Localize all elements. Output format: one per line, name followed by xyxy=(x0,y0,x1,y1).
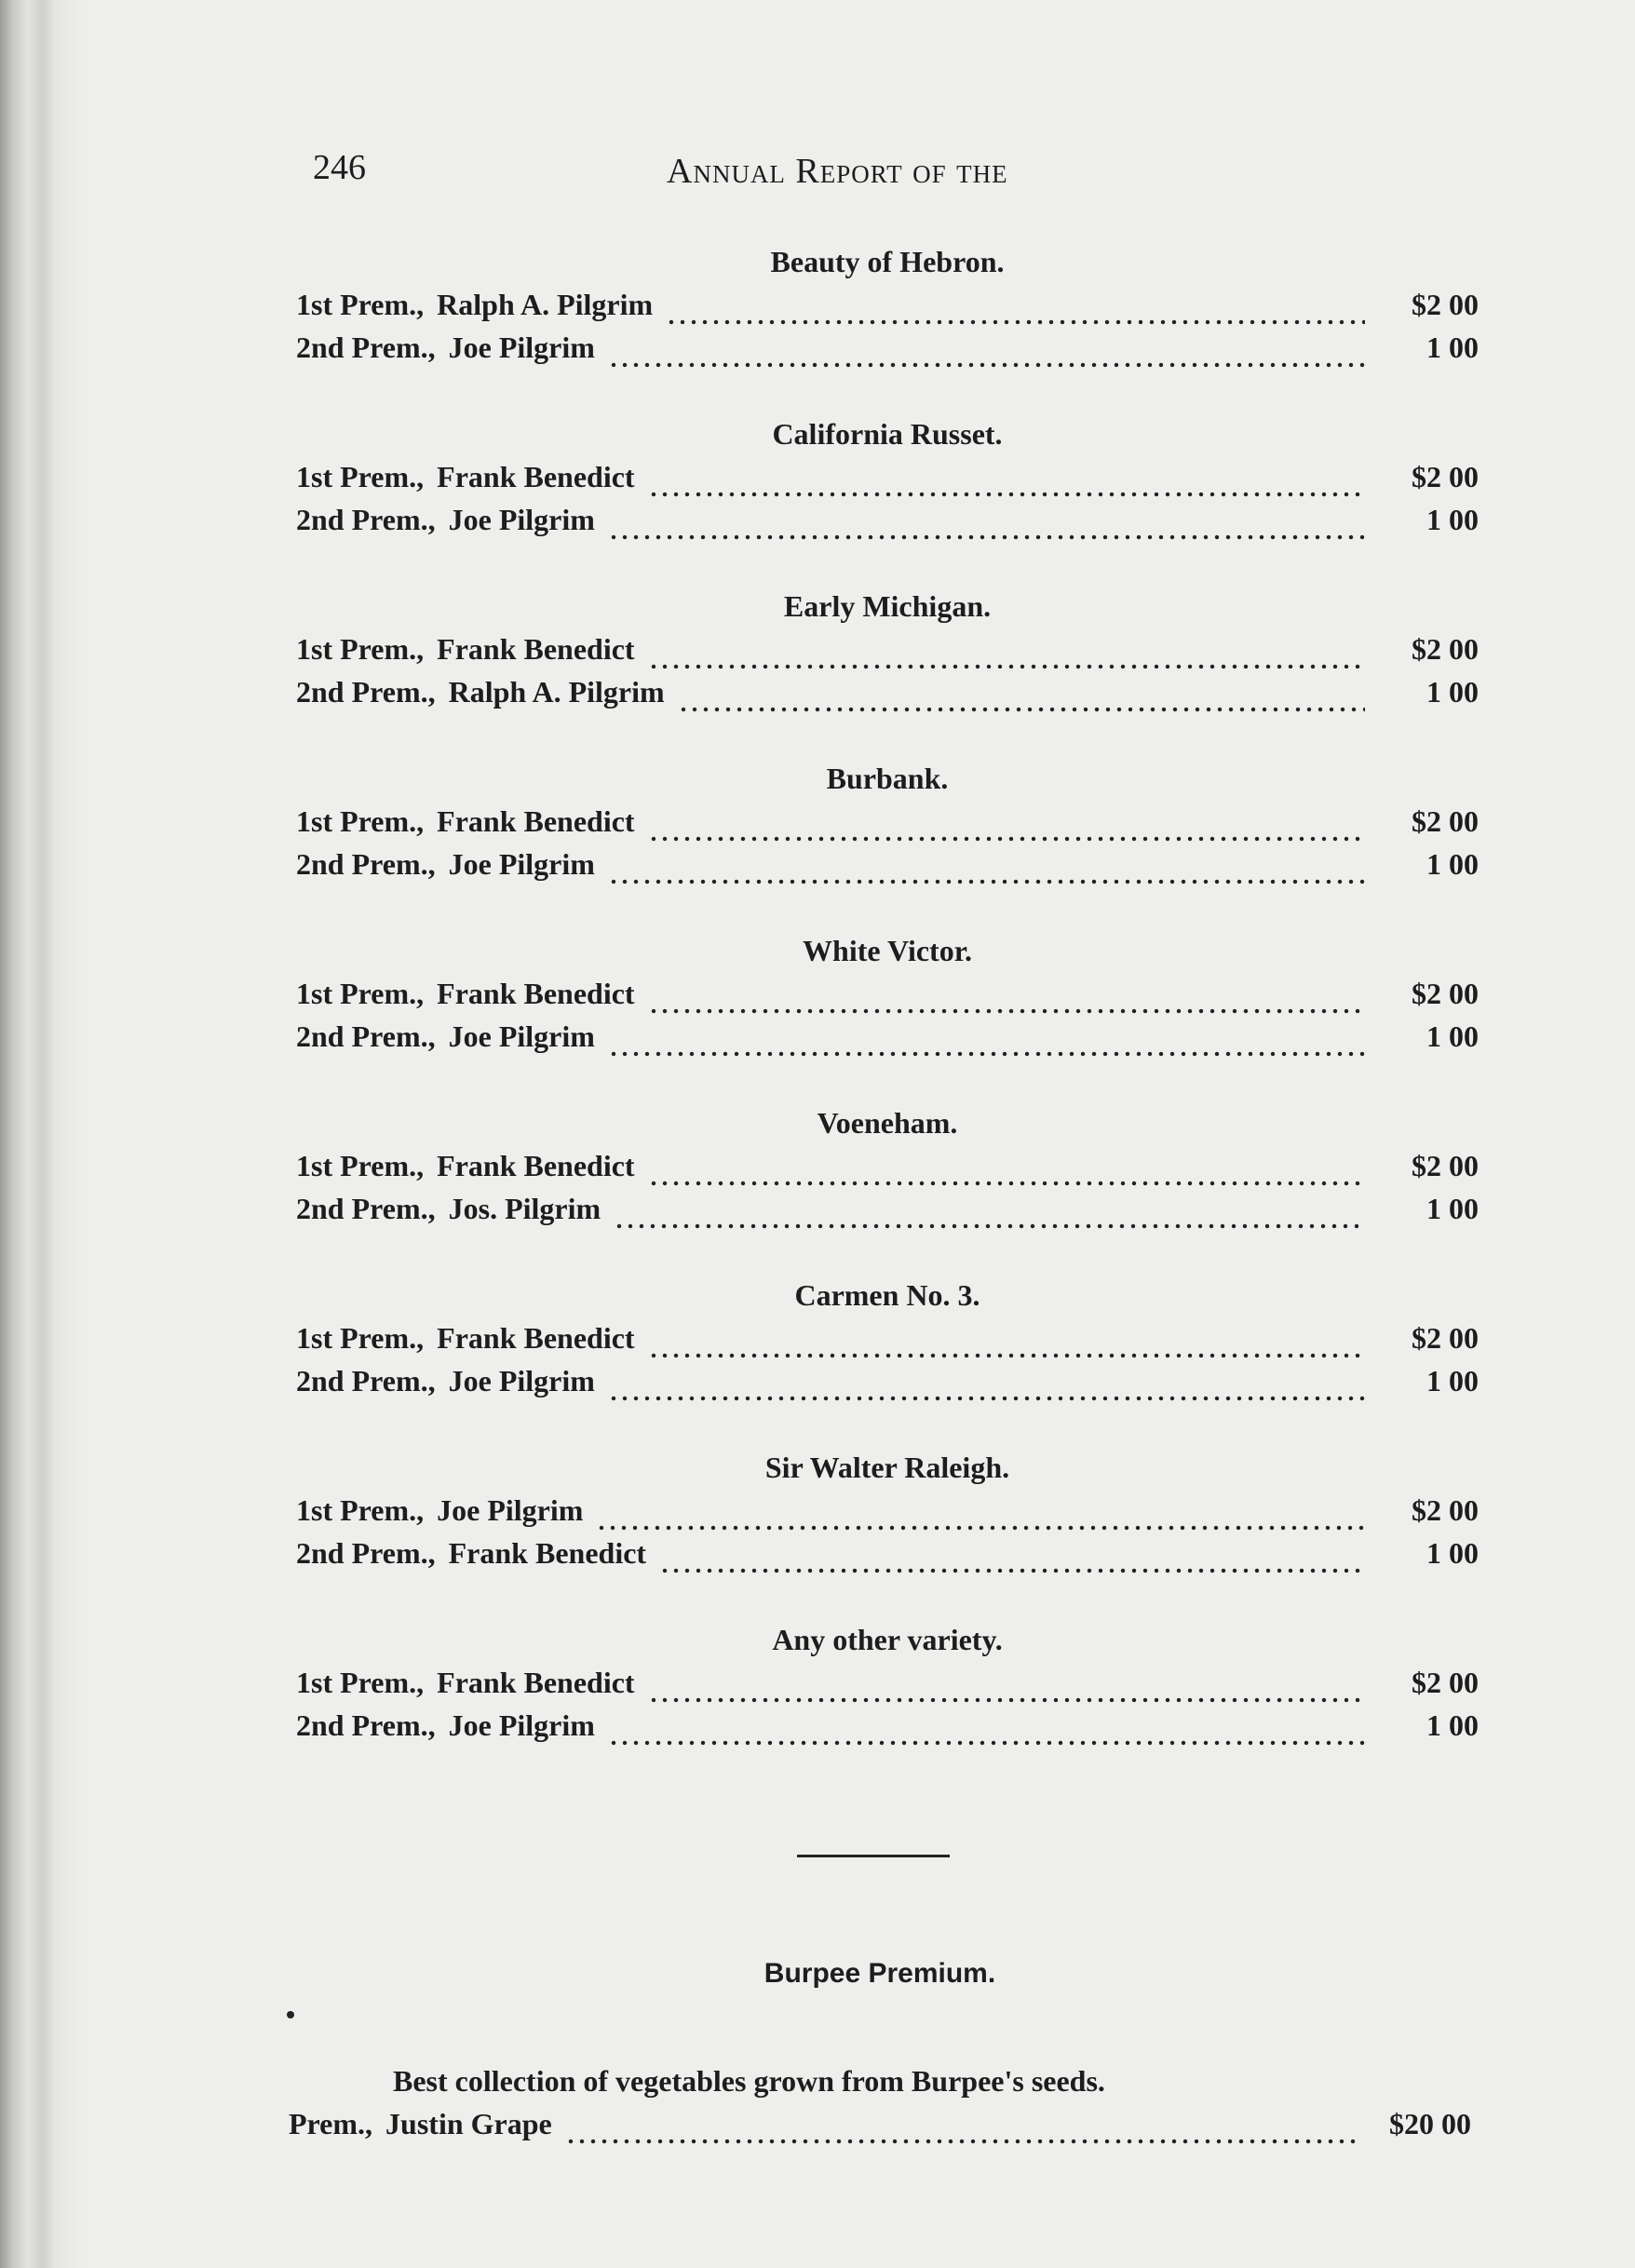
section-title: Voeneham. xyxy=(817,1106,958,1140)
section-title: Burbank. xyxy=(826,762,949,795)
entry-amount: 1 00 xyxy=(1426,847,1479,881)
dot-leader xyxy=(608,1719,1365,1747)
dot-leader xyxy=(608,513,1365,541)
premium-entry xyxy=(296,283,1479,326)
premium-entry xyxy=(296,1661,1479,1704)
dot-leader xyxy=(648,1676,1365,1704)
premium-entry xyxy=(296,1316,1479,1359)
premium-section xyxy=(296,1101,1479,1274)
entry-amount: 1 00 xyxy=(1426,675,1479,709)
section-title: Sir Walter Raleigh. xyxy=(764,1451,1010,1484)
entry-amount: 1 00 xyxy=(1426,503,1479,536)
entry-amount: 1 00 xyxy=(1426,1536,1479,1570)
entry-name: Frank Benedict xyxy=(437,1149,635,1182)
entry-name: Joe Pilgrim xyxy=(448,847,595,881)
premium-section xyxy=(296,412,1479,585)
entry-amount: $2 00 xyxy=(1412,288,1479,321)
premium-entry xyxy=(296,1489,1479,1532)
dot-leader xyxy=(648,642,1365,670)
premium-entry xyxy=(296,1015,1479,1058)
premium-entry xyxy=(296,843,1479,885)
entry-place: 1st Prem., xyxy=(296,1149,425,1182)
premium-section xyxy=(296,1618,1479,1790)
section-title: Early Michigan. xyxy=(783,589,992,623)
entry-name: Jos. Pilgrim xyxy=(448,1192,601,1225)
entry-place: 1st Prem., xyxy=(296,632,425,666)
entry-place: 1st Prem., xyxy=(296,288,425,321)
premium-section xyxy=(296,929,1479,1101)
dot-leader xyxy=(648,1159,1365,1187)
dot-leader xyxy=(666,298,1365,326)
entry-place: 2nd Prem., xyxy=(296,331,436,364)
entry-name: Justin Grape xyxy=(385,2107,552,2140)
premium-entry xyxy=(296,1144,1479,1187)
premium-section xyxy=(296,1446,1479,1618)
entry-name: Frank Benedict xyxy=(437,977,635,1010)
entry-place: 2nd Prem., xyxy=(296,675,436,709)
entry-place: Prem., xyxy=(289,2107,373,2140)
entry-amount: 1 00 xyxy=(1426,1019,1479,1053)
entry-amount: $2 00 xyxy=(1412,1149,1479,1182)
entry-amount: 1 00 xyxy=(1426,1708,1479,1742)
premium-section xyxy=(296,240,1479,412)
entry-place: 2nd Prem., xyxy=(296,847,436,881)
entry-name: Frank Benedict xyxy=(437,804,635,838)
entry-name: Joe Pilgrim xyxy=(437,1493,584,1527)
entry-place: 1st Prem., xyxy=(296,977,425,1010)
section-title: Any other variety. xyxy=(772,1623,1003,1656)
dot-leader xyxy=(608,1030,1365,1058)
entry-name: Frank Benedict xyxy=(437,1321,635,1355)
burpee-entry xyxy=(289,2102,1471,2145)
entry-place: 1st Prem., xyxy=(296,804,425,838)
burpee-description: Best collection of vegetables grown from Burpee's seeds. xyxy=(393,2064,1105,2098)
dot-leader xyxy=(608,1374,1365,1402)
entry-place: 1st Prem., xyxy=(296,1321,425,1355)
entry-name: Frank Benedict xyxy=(437,460,635,493)
section-title: Beauty of Hebron. xyxy=(770,245,1005,278)
dot-leader xyxy=(608,341,1365,369)
burpee-title: Burpee Premium. xyxy=(763,1958,996,1989)
premium-entry xyxy=(296,1359,1479,1402)
entry-name: Joe Pilgrim xyxy=(448,1364,595,1397)
entry-place: 2nd Prem., xyxy=(296,503,436,536)
entry-name: Joe Pilgrim xyxy=(448,1708,595,1742)
premium-entry xyxy=(296,670,1479,713)
entry-place: 2nd Prem., xyxy=(296,1708,436,1742)
entry-place: 2nd Prem., xyxy=(296,1019,436,1053)
entry-amount: $2 00 xyxy=(1412,460,1479,493)
entry-amount: $20 00 xyxy=(1389,2107,1471,2140)
entry-place: 2nd Prem., xyxy=(296,1364,436,1397)
burpee-premium-section xyxy=(289,1946,1471,2145)
entry-place: 1st Prem., xyxy=(296,1493,425,1527)
page-header xyxy=(313,147,1477,194)
entry-name: Ralph A. Pilgrim xyxy=(437,288,654,321)
dot-leader xyxy=(596,1504,1365,1532)
entry-name: Ralph A. Pilgrim xyxy=(448,675,665,709)
dot-leader xyxy=(648,470,1365,498)
entry-place: 1st Prem., xyxy=(296,1666,425,1699)
dot-leader xyxy=(648,815,1365,843)
dot-leader xyxy=(565,2117,1358,2145)
entry-amount: 1 00 xyxy=(1426,1192,1479,1225)
dot-leader xyxy=(678,685,1365,713)
premium-section xyxy=(296,585,1479,757)
entry-amount: $2 00 xyxy=(1412,1666,1479,1699)
premium-entry xyxy=(296,455,1479,498)
dot-leader xyxy=(608,857,1365,885)
entry-name: Frank Benedict xyxy=(437,1666,635,1699)
entry-place: 2nd Prem., xyxy=(296,1536,436,1570)
premium-entry xyxy=(296,1187,1479,1230)
entry-name: Joe Pilgrim xyxy=(448,503,595,536)
premium-section xyxy=(296,757,1479,929)
entry-name: Frank Benedict xyxy=(437,632,635,666)
entry-amount: $2 00 xyxy=(1412,632,1479,666)
entry-name: Joe Pilgrim xyxy=(448,331,595,364)
premium-sections xyxy=(296,240,1479,1790)
dot-leader xyxy=(614,1202,1365,1230)
entry-place: 2nd Prem., xyxy=(296,1192,436,1225)
entry-place: 1st Prem., xyxy=(296,460,425,493)
premium-entry xyxy=(296,326,1479,369)
entry-amount: $2 00 xyxy=(1412,977,1479,1010)
premium-entry xyxy=(296,498,1479,541)
dot-leader xyxy=(648,1331,1365,1359)
entry-amount: $2 00 xyxy=(1412,1321,1479,1355)
page-number: 246 xyxy=(313,148,366,187)
premium-entry xyxy=(296,1704,1479,1747)
dot-leader xyxy=(648,987,1365,1015)
section-divider xyxy=(797,1855,950,1857)
premium-entry xyxy=(296,628,1479,670)
premium-entry xyxy=(296,1532,1479,1574)
entry-name: Frank Benedict xyxy=(448,1536,647,1570)
premium-entry xyxy=(296,972,1479,1015)
section-title: White Victor. xyxy=(803,934,972,967)
section-title: California Russet. xyxy=(772,417,1003,451)
premium-entry xyxy=(296,800,1479,843)
entry-amount: $2 00 xyxy=(1412,1493,1479,1527)
dot-leader xyxy=(659,1546,1365,1574)
entry-amount: 1 00 xyxy=(1426,1364,1479,1397)
entry-amount: $2 00 xyxy=(1412,804,1479,838)
running-title: Annual Report of the xyxy=(667,152,1008,191)
entry-amount: 1 00 xyxy=(1426,331,1479,364)
section-title: Carmen No. 3. xyxy=(794,1278,980,1312)
entry-name: Joe Pilgrim xyxy=(448,1019,595,1053)
premium-section xyxy=(296,1274,1479,1446)
